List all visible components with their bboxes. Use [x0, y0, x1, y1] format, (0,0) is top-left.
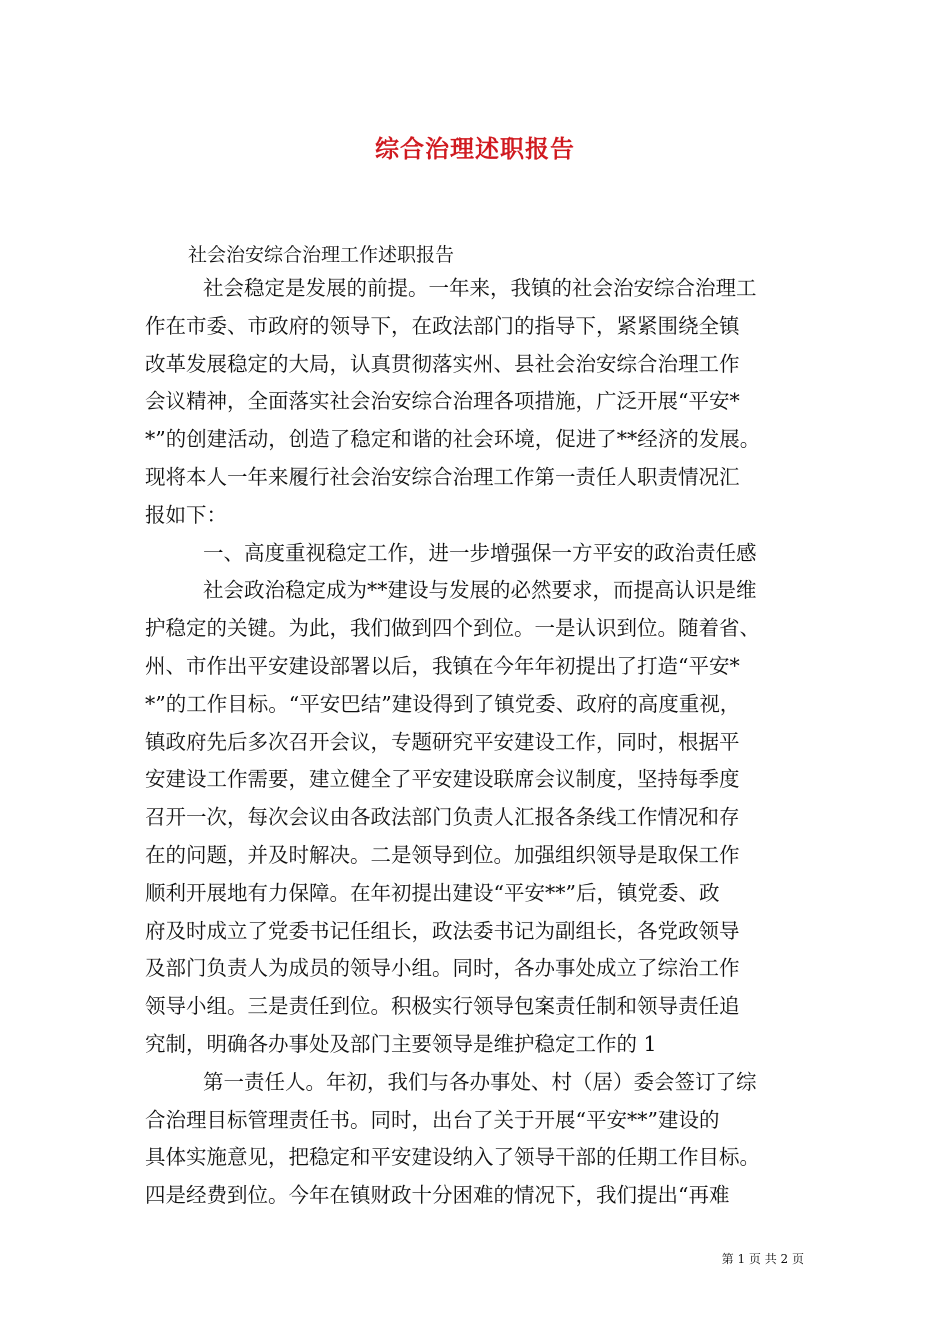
page-number: 第 1 页 共 2 页: [721, 1252, 804, 1266]
body-line: 社会政治稳定成为**建设与发展的必然要求，而提高认识是维: [203, 578, 757, 603]
body-line: 及部门负责人为成员的领导小组。同时，各办事处成立了综治工作: [145, 956, 740, 981]
body-line: 第一责任人。年初，我们与各办事处、村（居）委会签订了综: [203, 1069, 757, 1094]
body-line: 召开一次，每次会议由各政法部门负责人汇报各条线工作情况和存: [145, 805, 740, 830]
document-subtitle: 社会治安综合治理工作述职报告: [188, 244, 455, 266]
body-line: 在的问题，并及时解决。二是领导到位。加强组织领导是取保工作: [145, 842, 740, 867]
document-title: 综合治理述职报告: [375, 134, 575, 163]
body-line: 州、市作出平安建设部署以后，我镇在今年年初提出了打造“平安*: [145, 653, 740, 678]
body-line: 合治理目标管理责任书。同时，出台了关于开展“平安**”建设的: [145, 1107, 720, 1132]
body-line: 现将本人一年来履行社会治安综合治理工作第一责任人职责情况汇: [145, 464, 740, 489]
body-line: 四是经费到位。今年在镇财政十分困难的情况下，我们提出“再难: [145, 1183, 730, 1208]
body-line: 会议精神，全面落实社会治安综合治理各项措施，广泛开展“平安*: [145, 389, 740, 414]
body-line: 报如下：: [145, 502, 227, 527]
body-line: 改革发展稳定的大局，认真贯彻落实州、县社会治安综合治理工作: [145, 351, 740, 376]
body-line: 府及时成立了党委书记任组长，政法委书记为副组长，各党政领导: [145, 918, 740, 943]
body-line: 究制，明确各办事处及部门主要领导是维护稳定工作的 1: [145, 1031, 657, 1056]
body-line: 安建设工作需要，建立健全了平安建设联席会议制度，坚持每季度: [145, 767, 740, 792]
body-line: 镇政府先后多次召开会议，专题研究平安建设工作，同时，根据平: [145, 729, 740, 754]
body-line: 一、高度重视稳定工作，进一步增强保一方平安的政治责任感: [203, 540, 757, 565]
body-line: 作在市委、市政府的领导下，在政法部门的指导下，紧紧围绕全镇: [145, 313, 740, 338]
document-body: [145, 270, 805, 1215]
body-line: 领导小组。三是责任到位。积极实行领导包案责任制和领导责任追: [145, 994, 740, 1019]
body-line: 顺利开展地有力保障。在年初提出建设“平安**”后，镇党委、政: [145, 880, 720, 905]
body-line: *”的创建活动，创造了稳定和谐的社会环境，促进了**经济的发展。: [145, 427, 761, 452]
body-line: 社会稳定是发展的前提。一年来，我镇的社会治安综合治理工: [203, 276, 757, 300]
body-line: 护稳定的关键。为此，我们做到四个到位。一是认识到位。随着省、: [145, 616, 760, 641]
body-line: *”的工作目标。“平安巴结”建设得到了镇党委、政府的高度重视，: [145, 691, 741, 716]
body-line: 具体实施意见，把稳定和平安建设纳入了领导干部的任期工作目标。: [145, 1145, 760, 1170]
